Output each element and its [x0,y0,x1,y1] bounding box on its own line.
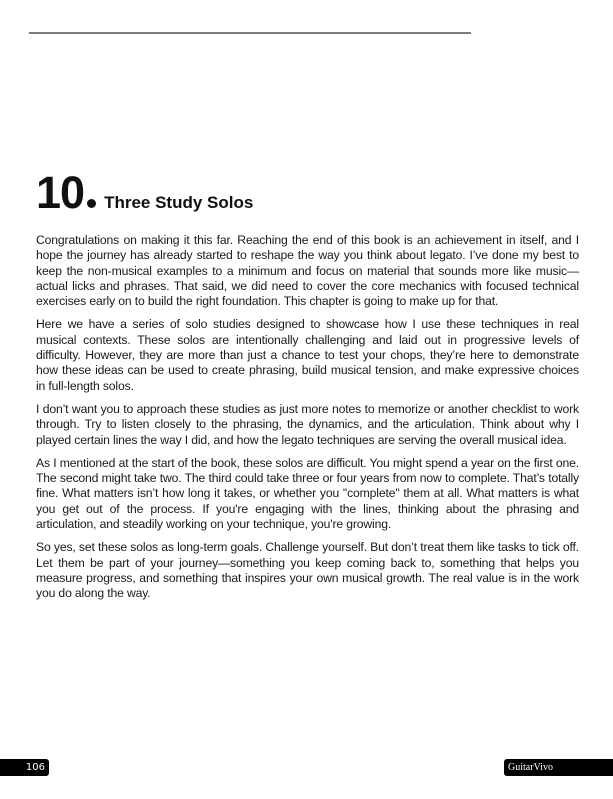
page-number-tab [0,759,49,776]
chapter-title: Three Study Solos [104,193,254,212]
paragraph: As I mentioned at the start of the book, these solos are difficult. You might spend a year on the first one. The second might take two. The third could take three or four years from now to complete. That’s totally fine. What matters isn’t how long it takes, or whether you "complete" them at all. What matters is what you get out of the process. If you're engaging with the lines, thinking about the phrasing and articulation, and steadily working on your technique, you're growing. [36,455,579,532]
brand-tab [504,759,613,776]
page-number: 106 [25,762,45,773]
header-rule [29,32,471,34]
paragraph: So yes, set these solos as long-term goals. Challenge yourself. But don’t treat them like tasks to tick off. Let them be part of your journey—something you keep coming back to, something that helps you measure progress, and something that inspires your own musical growth. The real value is in the work you do along the way. [36,540,579,601]
chapter-heading [36,167,254,218]
paragraph: Congratulations on making it this far. Reaching the end of this book is an achievement in itself, and I hope the journey has already started to reshape the way you think about legato. I’ve done my best to keep the non-musical examples to a minimum and focus on material that sounds more like music—actual licks and phrases. That said, we did need to cover the core mechanics with focused technical exercises early on to build the right foundation. This chapter is going to make up for that. [36,233,579,309]
brand-name: GuitarVivo [508,762,553,773]
chapter-dot [87,199,96,208]
paragraph: Here we have a series of solo studies designed to showcase how I use these techniques in real musical contexts. These solos are intentionally challenging and laid out in progressive levels of difficulty. However, they are more than just a chance to test your chops, they’re here to demonstrate how these ideas can be used to create phrasing, build musical tension, and make expressive choices in full-length solos. [36,317,579,393]
paragraph: I don’t want you to approach these studies as just more notes to memorize or another checklist to work through. Try to listen closely to the phrasing, the dynamics, and the articulation. Think about why I played certain lines the way I did, and how the legato techniques are serving the overall musical idea. [36,401,579,447]
chapter-body [36,233,579,610]
chapter-number: 10 [36,167,85,218]
